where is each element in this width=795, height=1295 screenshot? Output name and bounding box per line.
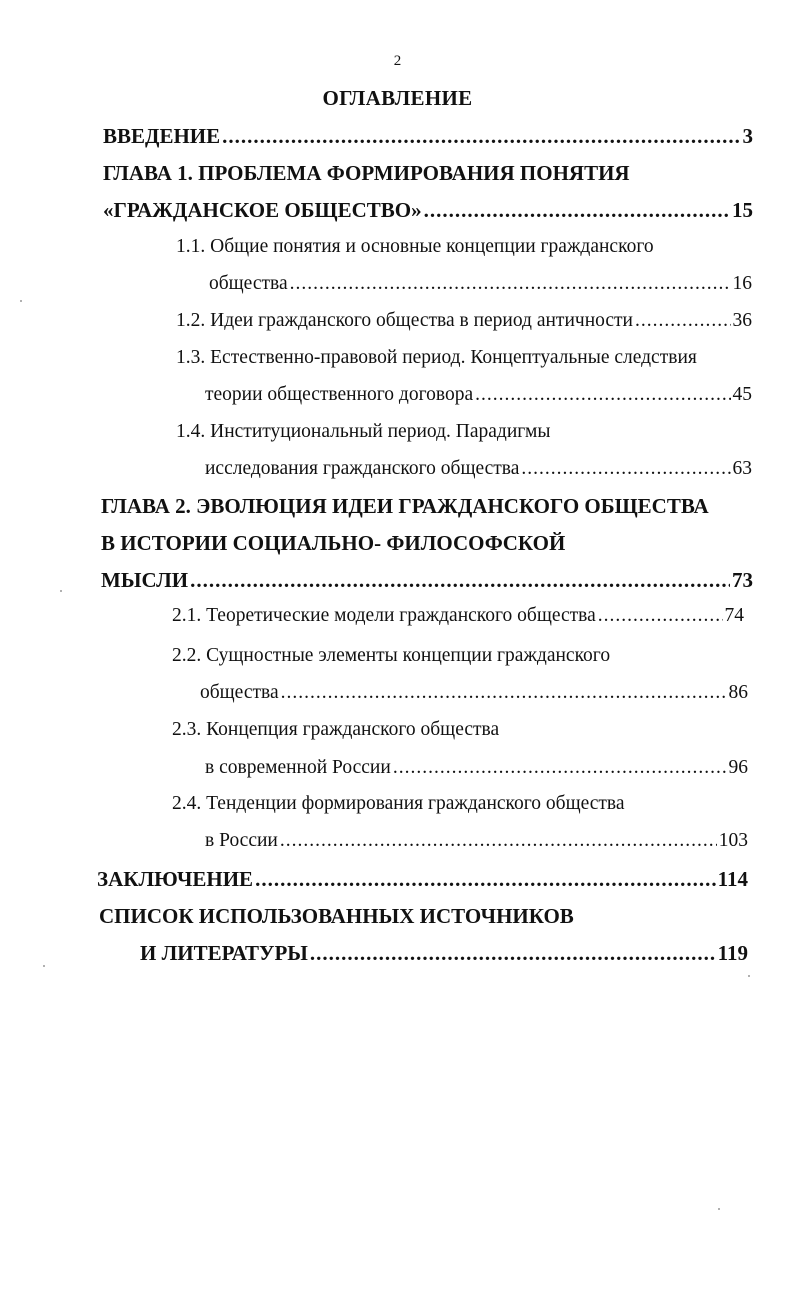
toc-entry-section-1-1[interactable] <box>176 236 752 258</box>
toc-entry-label: ГЛАВА 2. ЭВОЛЮЦИЯ ИДЕИ ГРАЖДАНСКОГО ОБЩЕСТВА <box>101 494 709 518</box>
scan-speck <box>60 590 62 592</box>
dot-leader <box>424 198 730 223</box>
toc-entry-intro[interactable] <box>103 124 753 149</box>
toc-entry-label: исследования гражданского общества <box>205 458 520 479</box>
toc-entry-section-1-1-cont[interactable] <box>209 273 752 295</box>
toc-entry-page: 63 <box>732 458 752 479</box>
dot-leader <box>598 605 723 627</box>
dot-leader <box>281 682 727 704</box>
dot-leader <box>190 568 730 593</box>
toc-entry-label: 1.4. Институциональный период. Парадигмы <box>176 421 551 442</box>
toc-entry-chapter-2-cont[interactable] <box>101 531 753 556</box>
toc-entry-label: 2.3. Концепция гражданского общества <box>172 719 500 740</box>
dot-leader <box>222 124 740 149</box>
scan-speck <box>43 965 45 967</box>
toc-entry-label: 1.1. Общие понятия и основные концепции гражданского <box>176 236 654 257</box>
toc-entry-section-1-4-cont[interactable] <box>205 458 752 480</box>
dot-leader <box>475 384 730 406</box>
dot-leader <box>635 310 731 332</box>
toc-entry-references-cont[interactable] <box>140 941 748 966</box>
page-number: 2 <box>393 53 402 69</box>
toc-entry-page: 114 <box>717 867 748 891</box>
toc-entry-page: 15 <box>732 198 753 222</box>
toc-entry-section-2-1[interactable] <box>172 605 744 627</box>
toc-entry-label: в современной России <box>205 757 391 778</box>
toc-entry-section-2-4[interactable] <box>172 793 748 815</box>
toc-entry-references[interactable] <box>99 904 748 929</box>
toc-entry-section-2-3-cont[interactable] <box>205 757 748 779</box>
dot-leader <box>290 273 731 295</box>
dot-leader <box>393 757 727 779</box>
toc-entry-page: 3 <box>742 124 753 148</box>
toc-entry-page: 119 <box>717 941 748 965</box>
toc-entry-page: 45 <box>732 384 752 405</box>
scan-speck <box>20 300 22 302</box>
toc-entry-label: 1.2. Идеи гражданского общества в период античности <box>176 310 633 331</box>
toc-entry-label: «ГРАЖДАНСКОЕ ОБЩЕСТВО» <box>103 198 422 222</box>
toc-entry-label: ВВЕДЕНИЕ <box>103 124 221 148</box>
toc-entry-chapter-2-cont-2[interactable] <box>101 568 753 593</box>
toc-entry-page: 86 <box>728 682 748 703</box>
toc-entry-page: 36 <box>732 310 752 331</box>
toc-entry-section-2-3[interactable] <box>172 719 748 741</box>
scan-speck <box>718 1208 720 1210</box>
toc-entry-page: 103 <box>718 830 748 851</box>
dot-leader <box>255 867 716 892</box>
toc-entry-chapter-1-cont[interactable] <box>103 198 753 223</box>
toc-entry-section-1-2[interactable] <box>176 310 752 332</box>
toc-entry-section-1-3-cont[interactable] <box>205 384 752 406</box>
toc-title: ОГЛАВЛЕНИЕ <box>322 86 473 110</box>
toc-entry-conclusion[interactable] <box>97 867 748 892</box>
toc-entry-label: И ЛИТЕРАТУРЫ <box>140 941 308 965</box>
toc-entry-label: 2.1. Теоретические модели гражданского общества <box>172 605 596 626</box>
toc-entry-label: МЫСЛИ <box>101 568 189 592</box>
scan-speck <box>748 975 750 977</box>
toc-entry-label: общества <box>209 273 288 294</box>
toc-entry-section-2-2[interactable] <box>172 645 748 667</box>
toc-entry-page: 96 <box>728 757 748 778</box>
dot-leader <box>521 458 730 480</box>
toc-entry-label: в России <box>205 830 278 851</box>
toc-entry-page: 74 <box>724 605 744 626</box>
toc-entry-label: 2.4. Тенденции формирования гражданского общества <box>172 793 625 814</box>
toc-entry-section-1-4[interactable] <box>176 421 752 443</box>
toc-entry-section-1-3[interactable] <box>176 347 752 369</box>
toc-entry-label: теории общественного договора <box>205 384 474 405</box>
toc-entry-section-2-2-cont[interactable] <box>200 682 748 704</box>
toc-entry-label: 2.2. Сущностные элементы концепции гражданского <box>172 645 611 666</box>
toc-entry-page: 16 <box>732 273 752 294</box>
toc-entry-label: ГЛАВА 1. ПРОБЛЕМА ФОРМИРОВАНИЯ ПОНЯТИЯ <box>103 161 630 185</box>
toc-entry-label: СПИСОК ИСПОЛЬЗОВАННЫХ ИСТОЧНИКОВ <box>99 904 574 928</box>
dot-leader <box>280 830 717 852</box>
toc-entry-chapter-2[interactable] <box>101 494 753 519</box>
toc-entry-section-2-4-cont[interactable] <box>205 830 748 852</box>
dot-leader <box>310 941 716 966</box>
toc-entry-label: ЗАКЛЮЧЕНИЕ <box>97 867 254 891</box>
toc-entry-label: общества <box>200 682 279 703</box>
toc-entry-label: В ИСТОРИИ СОЦИАЛЬНО- ФИЛОСОФСКОЙ <box>101 531 566 555</box>
toc-entry-label: 1.3. Естественно-правовой период. Концептуальные следствия <box>176 347 697 368</box>
toc-entry-chapter-1[interactable] <box>103 161 753 186</box>
toc-entry-page: 73 <box>732 568 753 592</box>
